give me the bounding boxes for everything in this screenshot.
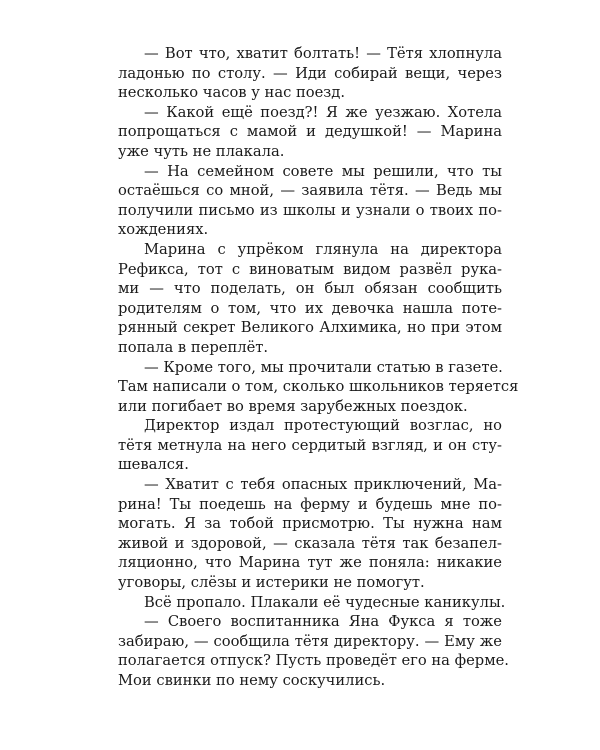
- text-line: полагается отпуск? Пусть проведёт его на ферме.: [118, 652, 509, 670]
- text-line: — Своего воспитанника Яна Фукса я тоже: [144, 613, 502, 631]
- paragraph-4: [118, 240, 502, 358]
- paragraph-6: [118, 416, 502, 475]
- text-line: тётя метнула на него сердитый взгляд, и он сту-: [118, 436, 502, 454]
- text-line: рина! Ты поедешь на ферму и будешь мне по-: [118, 495, 502, 513]
- text-line: несколько часов у нас поезд.: [118, 84, 346, 102]
- text-line: — Какой ещё поезд?! Я же уезжаю. Хотела: [144, 103, 502, 121]
- text-line: ми — что поделать, он был обязан сообщить: [118, 280, 502, 298]
- text-line: рянный секрет Великого Алхимика, но при этом: [118, 319, 502, 337]
- text-line: хождениях.: [118, 221, 209, 239]
- text-line: — Вот что, хватит болтать! — Тётя хлопнула: [144, 45, 502, 62]
- text-line: ладонью по столу. — Иди собирай вещи, через: [118, 64, 502, 82]
- text-line: остаёшься со мной, — заявила тётя. — Ведь мы: [118, 182, 502, 200]
- text-line: получили письмо из школы и узнали о твоих по-: [118, 201, 502, 219]
- text-line: — На семейном совете мы решили, что ты: [144, 162, 502, 180]
- text-line: — Хватит с тебя опасных приключений, Ма-: [144, 476, 502, 494]
- text-line: Там написали о том, сколько школьников теряется: [118, 378, 519, 396]
- paragraph-2: [118, 103, 502, 162]
- text-line: попала в переплёт.: [118, 338, 269, 356]
- paragraph-9: [118, 612, 509, 690]
- text-line: уговоры, слёзы и истерики не помогут.: [118, 574, 425, 592]
- text-line: живой и здоровой, — сказала тётя так безапел-: [118, 534, 502, 552]
- book-page: [118, 44, 519, 691]
- text-line: попрощаться с мамой и дедушкой! — Марина: [118, 123, 502, 141]
- paragraph-7: [118, 475, 502, 593]
- text-line: шевался.: [118, 456, 189, 474]
- paragraph-1: [118, 44, 502, 103]
- paragraph-5: [118, 358, 519, 417]
- text-line: могать. Я за тобой присмотрю. Ты нужна нам: [118, 515, 502, 533]
- paragraph-3: [118, 162, 502, 240]
- text-line: — Кроме того, мы прочитали статью в газете.: [144, 358, 503, 376]
- text-line: ляционно, что Марина тут же поняла: никакие: [118, 554, 502, 572]
- text-line: Всё пропало. Плакали её чудесные каникулы.: [144, 593, 506, 611]
- text-line: забираю, — сообщила тётя директору. — Ему же: [118, 632, 502, 650]
- text-line: Мои свинки по нему соскучились.: [118, 672, 386, 689]
- text-line: уже чуть не плакала.: [118, 142, 285, 160]
- text-line: Директор издал протестующий возглас, но: [144, 417, 502, 435]
- text-line: или погибает во время зарубежных поездок.: [118, 397, 468, 415]
- text-line: Рефикса, тот с виноватым видом развёл рука-: [118, 260, 502, 278]
- text-line: родителям о том, что их девочка нашла поте-: [118, 299, 502, 317]
- paragraph-8: [118, 593, 506, 613]
- text-line: Марина с упрёком глянула на директора: [144, 240, 502, 258]
